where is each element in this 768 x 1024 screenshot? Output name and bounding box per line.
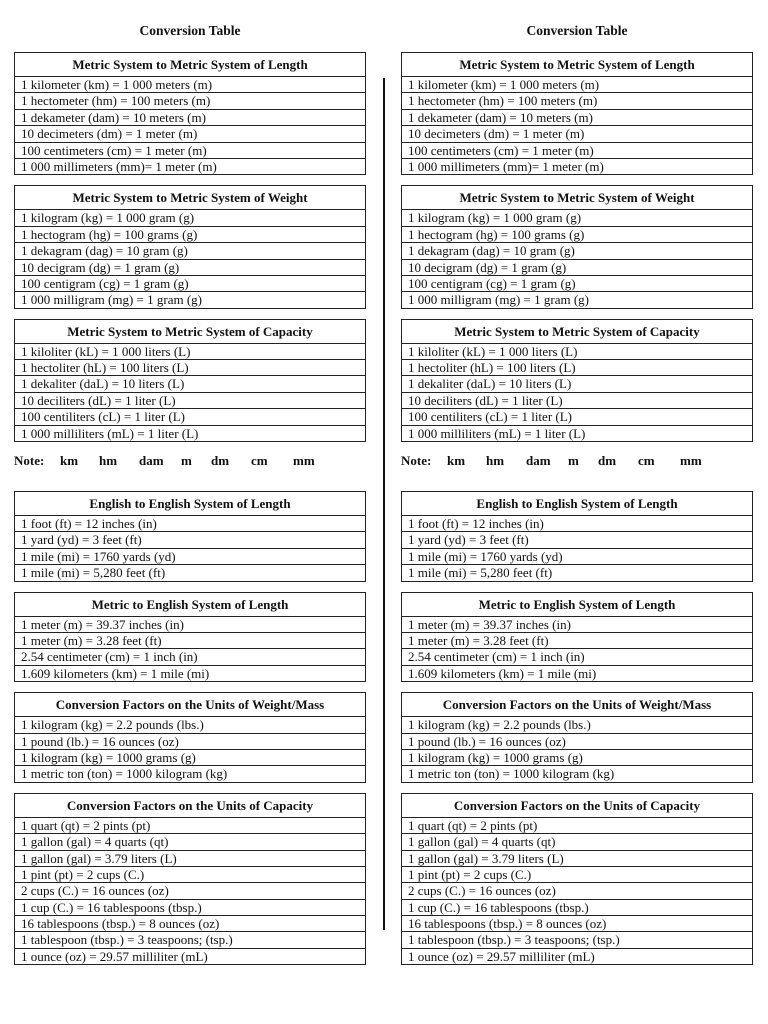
table-row: 1 tablespoon (tbsp.) = 3 teaspoons; (tsp.)	[402, 932, 752, 948]
table-row: 1 pound (lb.) = 16 ounces (oz)	[15, 734, 365, 750]
page-title: Conversion Table	[139, 23, 241, 38]
note-unit-dam: dam	[526, 453, 551, 469]
table-row: 1 pint (pt) = 2 cups (C.)	[15, 867, 365, 883]
left-column	[14, 22, 366, 975]
table-row: 1 gallon (gal) = 4 quarts (qt)	[15, 834, 365, 850]
table-row: 1 dekameter (dam) = 10 meters (m)	[402, 110, 752, 126]
table-row: 1 hectometer (hm) = 100 meters (m)	[402, 93, 752, 109]
table-row: 10 deciliters (dL) = 1 liter (L)	[15, 393, 365, 409]
table-row: 2.54 centimeter (cm) = 1 inch (in)	[402, 649, 752, 665]
table-capacity-factors	[14, 793, 366, 966]
table-row: 1 meter (m) = 3.28 feet (ft)	[15, 633, 365, 649]
table-row: 100 centigram (cg) = 1 gram (g)	[402, 276, 752, 292]
note-unit-m: m	[181, 453, 192, 469]
table-row: 100 centimeters (cm) = 1 meter (m)	[402, 143, 752, 159]
table-row: 1 kilogram (kg) = 1000 grams (g)	[15, 750, 365, 766]
note-unit-hm: hm	[486, 453, 505, 469]
table-row: 100 centiliters (cL) = 1 liter (L)	[402, 409, 752, 425]
table-row: 1 hectometer (hm) = 100 meters (m)	[15, 93, 365, 109]
table-metric-capacity	[14, 319, 366, 442]
table-row: 16 tablespoons (tbsp.) = 8 ounces (oz)	[15, 916, 365, 932]
note-unit-dm: dm	[598, 453, 617, 469]
table-row: 1 hectoliter (hL) = 100 liters (L)	[402, 360, 752, 376]
table-row: 1 metric ton (ton) = 1000 kilogram (kg)	[408, 766, 615, 782]
table-row: 1 cup (C.) = 16 tablespoons (tbsp.)	[15, 900, 365, 916]
table-heading: Metric System to Metric System of Length	[402, 53, 752, 77]
table-row: 1 gallon (gal) = 3.79 liters (L)	[402, 851, 752, 867]
page-title: Conversion Table	[526, 23, 628, 38]
table-heading: Conversion Factors on the Units of Weight/Mass	[402, 693, 752, 717]
table-metric-weight	[14, 185, 366, 308]
table-row: 1 dekaliter (daL) = 10 liters (L)	[402, 376, 752, 392]
table-row: 10 decimeters (dm) = 1 meter (m)	[15, 126, 365, 142]
table-heading: Metric System to Metric System of Weight	[15, 186, 365, 210]
note-unit-hm: hm	[99, 453, 118, 469]
table-row: 1 foot (ft) = 12 inches (in)	[15, 516, 365, 532]
table-row: 1 ounce (oz) = 29.57 milliliter (mL)	[408, 948, 595, 964]
table-row: 1 kiloliter (kL) = 1 000 liters (L)	[402, 344, 752, 360]
table-row: 1 kilogram (kg) = 1000 grams (g)	[402, 750, 752, 766]
note-label: Note:	[401, 453, 432, 469]
metric-units-note	[14, 452, 366, 470]
table-row: 10 decigram (dg) = 1 gram (g)	[402, 260, 752, 276]
table-row: 1 mile (mi) = 5,280 feet (ft)	[21, 565, 166, 581]
table-row: 1 000 milliliters (mL) = 1 liter (L)	[21, 425, 199, 441]
metric-units-note	[401, 452, 753, 470]
table-metric-to-english-length	[401, 592, 753, 683]
table-capacity-factors	[401, 793, 753, 966]
note-unit-cm: cm	[251, 453, 268, 469]
table-row: 1 foot (ft) = 12 inches (in)	[402, 516, 752, 532]
note-unit-km: km	[60, 453, 79, 469]
table-metric-to-english-length	[14, 592, 366, 683]
table-row: 1 dekagram (dag) = 10 gram (g)	[402, 243, 752, 259]
table-row: 16 tablespoons (tbsp.) = 8 ounces (oz)	[402, 916, 752, 932]
table-row: 2 cups (C.) = 16 ounces (oz)	[15, 883, 365, 899]
table-row: 1 yard (yd) = 3 feet (ft)	[402, 532, 752, 548]
table-row: 1 yard (yd) = 3 feet (ft)	[15, 532, 365, 548]
table-row: 1 mile (mi) = 1760 yards (yd)	[402, 549, 752, 565]
table-heading: Metric System to Metric System of Capacity	[15, 320, 365, 344]
table-row: 1 quart (qt) = 2 pints (pt)	[15, 818, 365, 834]
table-row: 1 meter (m) = 3.28 feet (ft)	[402, 633, 752, 649]
table-english-length	[14, 491, 366, 582]
table-row: 1 000 milligram (mg) = 1 gram (g)	[21, 292, 202, 308]
table-metric-length	[401, 52, 753, 175]
table-row: 1 hectogram (hg) = 100 grams (g)	[402, 227, 752, 243]
table-metric-capacity	[401, 319, 753, 442]
table-row: 1 tablespoon (tbsp.) = 3 teaspoons; (tsp.)	[15, 932, 365, 948]
table-heading: English to English System of Length	[15, 492, 365, 516]
table-row: 1 mile (mi) = 1760 yards (yd)	[15, 549, 365, 565]
table-row: 1 meter (m) = 39.37 inches (in)	[15, 617, 365, 633]
table-row: 1 hectogram (hg) = 100 grams (g)	[15, 227, 365, 243]
table-row: 1 dekameter (dam) = 10 meters (m)	[15, 110, 365, 126]
table-heading: Conversion Factors on the Units of Weight/Mass	[15, 693, 365, 717]
table-row: 100 centiliters (cL) = 1 liter (L)	[15, 409, 365, 425]
table-metric-weight	[401, 185, 753, 308]
table-metric-length	[14, 52, 366, 175]
table-heading: Metric System to Metric System of Length	[15, 53, 365, 77]
table-row: 1.609 kilometers (km) = 1 mile (mi)	[408, 665, 597, 681]
table-weight-mass-factors	[401, 692, 753, 783]
table-row: 10 decigram (dg) = 1 gram (g)	[15, 260, 365, 276]
note-unit-dam: dam	[139, 453, 164, 469]
table-row: 1 kilometer (km) = 1 000 meters (m)	[15, 77, 365, 93]
table-row: 1 000 millimeters (mm)= 1 meter (m)	[21, 158, 217, 174]
table-heading: Metric to English System of Length	[402, 593, 752, 617]
table-heading: Conversion Factors on the Units of Capacity	[402, 794, 752, 818]
table-row: 1 kilogram (kg) = 1 000 gram (g)	[402, 210, 752, 226]
table-row: 1 gallon (gal) = 4 quarts (qt)	[402, 834, 752, 850]
note-unit-cm: cm	[638, 453, 655, 469]
table-english-length	[401, 491, 753, 582]
note-unit-km: km	[447, 453, 466, 469]
table-row: 1.609 kilometers (km) = 1 mile (mi)	[21, 665, 210, 681]
table-row: 1 kilometer (km) = 1 000 meters (m)	[402, 77, 752, 93]
table-row: 1 kilogram (kg) = 2.2 pounds (lbs.)	[402, 717, 752, 733]
table-row: 1 000 milliliters (mL) = 1 liter (L)	[408, 425, 586, 441]
table-row: 1 000 millimeters (mm)= 1 meter (m)	[408, 158, 604, 174]
table-row: 10 decimeters (dm) = 1 meter (m)	[402, 126, 752, 142]
table-heading: Metric System to Metric System of Weight	[402, 186, 752, 210]
right-column	[401, 22, 753, 975]
table-row: 1 metric ton (ton) = 1000 kilogram (kg)	[21, 766, 228, 782]
note-unit-m: m	[568, 453, 579, 469]
note-unit-mm: mm	[293, 453, 315, 469]
column-divider	[383, 78, 385, 930]
table-row: 1 kiloliter (kL) = 1 000 liters (L)	[15, 344, 365, 360]
table-heading: English to English System of Length	[402, 492, 752, 516]
table-row: 1 pound (lb.) = 16 ounces (oz)	[402, 734, 752, 750]
table-row: 1 mile (mi) = 5,280 feet (ft)	[408, 565, 553, 581]
table-row: 2.54 centimeter (cm) = 1 inch (in)	[15, 649, 365, 665]
table-row: 1 kilogram (kg) = 2.2 pounds (lbs.)	[15, 717, 365, 733]
table-row: 1 gallon (gal) = 3.79 liters (L)	[15, 851, 365, 867]
table-row: 1 cup (C.) = 16 tablespoons (tbsp.)	[402, 900, 752, 916]
note-label: Note:	[14, 453, 45, 469]
table-row: 1 meter (m) = 39.37 inches (in)	[402, 617, 752, 633]
table-row: 1 dekaliter (daL) = 10 liters (L)	[15, 376, 365, 392]
table-row: 100 centimeters (cm) = 1 meter (m)	[15, 143, 365, 159]
table-row: 100 centigram (cg) = 1 gram (g)	[15, 276, 365, 292]
table-heading: Metric System to Metric System of Capacity	[402, 320, 752, 344]
table-row: 1 kilogram (kg) = 1 000 gram (g)	[15, 210, 365, 226]
table-row: 1 hectoliter (hL) = 100 liters (L)	[15, 360, 365, 376]
table-row: 1 pint (pt) = 2 cups (C.)	[402, 867, 752, 883]
note-unit-dm: dm	[211, 453, 230, 469]
table-weight-mass-factors	[14, 692, 366, 783]
table-heading: Metric to English System of Length	[15, 593, 365, 617]
table-row: 2 cups (C.) = 16 ounces (oz)	[402, 883, 752, 899]
table-row: 1 dekagram (dag) = 10 gram (g)	[15, 243, 365, 259]
table-row: 1 quart (qt) = 2 pints (pt)	[402, 818, 752, 834]
table-row: 1 000 milligram (mg) = 1 gram (g)	[408, 292, 589, 308]
table-heading: Conversion Factors on the Units of Capacity	[15, 794, 365, 818]
note-unit-mm: mm	[680, 453, 702, 469]
table-row: 10 deciliters (dL) = 1 liter (L)	[402, 393, 752, 409]
table-row: 1 ounce (oz) = 29.57 milliliter (mL)	[21, 948, 208, 964]
